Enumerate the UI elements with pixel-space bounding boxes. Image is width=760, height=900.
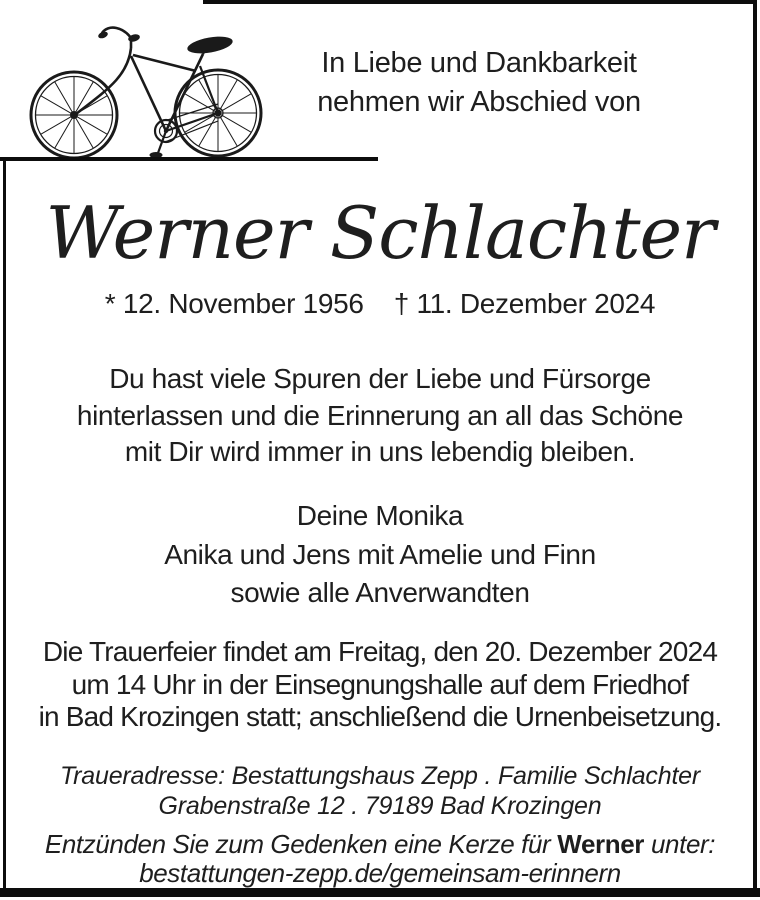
intro-line-1: In Liebe und Dankbarkeit [321, 47, 637, 79]
tribute-line-1: Du hast viele Spuren der Liebe und Fürsorge [109, 363, 651, 394]
life-dates [0, 288, 760, 320]
tribute-line-3: mit Dir wird immer in uns lebendig bleiben. [124, 436, 636, 467]
birth-date: * 12. November 1956 [104, 288, 364, 319]
funeral-line-2: um 14 Uhr in der Einsegnungshalle auf dem Friedhof [71, 668, 689, 700]
mourning-address [0, 761, 760, 821]
intro-text [298, 44, 660, 122]
funeral-line-1: Die Trauerfeier findet am Freitag, den 20. Dezember 2024 [42, 636, 718, 667]
bicycle-icon [12, 14, 264, 162]
tribute-line-2: hinterlassen und die Erinnerung an all das Schöne [76, 399, 684, 431]
mourners-line-2: Anika und Jens mit Amelie und Finn [164, 538, 596, 570]
candle-prefix: Entzünden Sie zum Gedenken eine Kerze für [44, 829, 551, 859]
frame-step-border [0, 157, 378, 161]
deceased-name: Werner Schlachter [45, 191, 715, 275]
tribute-text [0, 361, 760, 471]
memorial-url: bestattungen-zepp.de/gemeinsam-erinnern [139, 858, 621, 888]
candle-line-1 [0, 830, 760, 859]
mourners-line-1: Deine Monika [296, 500, 464, 531]
frame-bottom-border [0, 888, 760, 897]
frame-top-border [203, 0, 757, 4]
candle-suffix: unter: [651, 829, 716, 859]
mourners-line-3: sowie alle Anverwandten [230, 577, 530, 608]
funeral-info [0, 636, 760, 734]
address-line-2: Grabenstraße 12 . 79189 Bad Krozingen [158, 792, 602, 820]
funeral-line-3: in Bad Krozingen statt; anschließend die Urnenbeisetzung. [38, 701, 722, 732]
candle-note [0, 830, 760, 888]
mourners-text [0, 497, 760, 613]
address-line-1: Traueradresse: Bestattungshaus Zepp . Familie Schlachter [59, 762, 701, 790]
intro-line-2: nehmen wir Abschied von [317, 86, 641, 118]
candle-first-name: Werner [557, 829, 644, 859]
death-date: † 11. Dezember 2024 [393, 288, 656, 319]
